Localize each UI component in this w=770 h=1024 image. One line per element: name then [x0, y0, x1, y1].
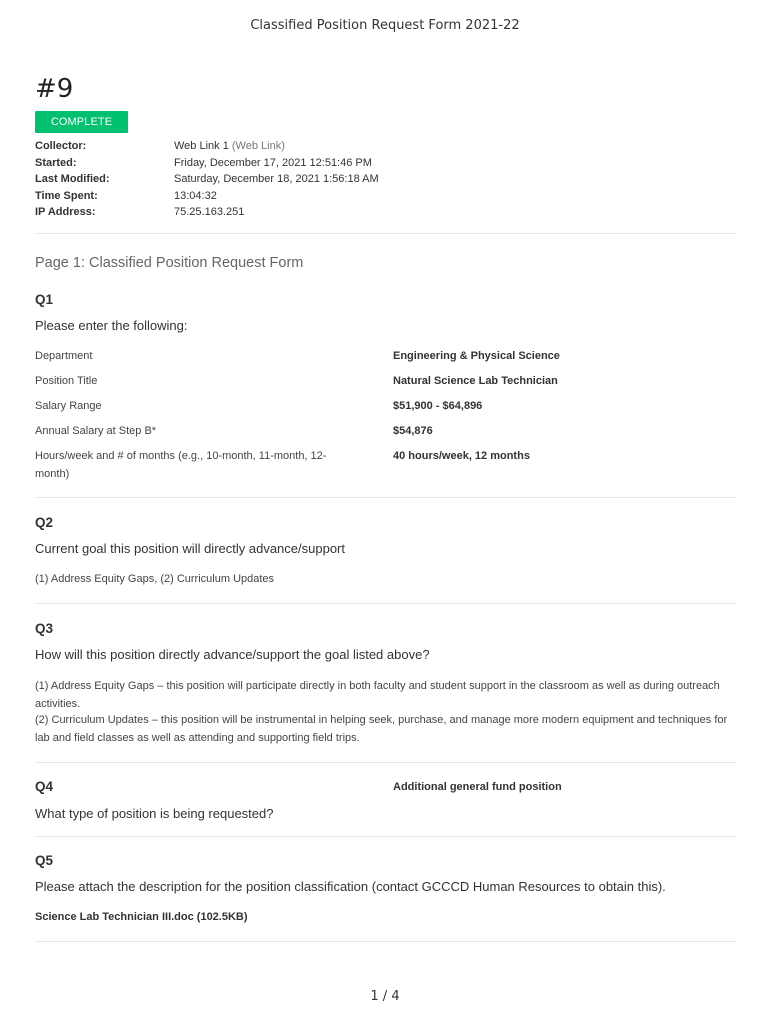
- ip-address-row: [35, 204, 379, 221]
- page-title: Page 1: Classified Position Request Form: [35, 255, 304, 271]
- divider: [35, 941, 736, 942]
- q1-row-label: Annual Salary at Step B*: [35, 425, 157, 437]
- q1-row-value: $51,900 - $64,896: [393, 400, 483, 412]
- q2-number: Q2: [35, 515, 54, 530]
- modified-value: Saturday, December 18, 2021 1:56:18 AM: [174, 173, 379, 185]
- response-number: #9: [35, 74, 74, 104]
- status-badge: COMPLETE: [35, 111, 128, 133]
- started-label: Started:: [35, 156, 77, 169]
- collector-type: (Web Link): [231, 140, 285, 152]
- q1-text: Please enter the following:: [35, 318, 188, 333]
- q4-number: Q4: [35, 779, 54, 794]
- q5-number: Q5: [35, 853, 54, 868]
- collector-value: [174, 138, 285, 155]
- time-spent-label: Time Spent:: [35, 189, 98, 202]
- q1-row-value: $54,876: [393, 425, 433, 437]
- ip-address-value: 75.25.163.251: [174, 206, 245, 218]
- response-metadata: [35, 138, 379, 221]
- time-spent-value: 13:04:32: [174, 189, 217, 202]
- q4-text: What type of position is being requested?: [35, 806, 274, 821]
- q1-number: Q1: [35, 292, 54, 307]
- document-title: Classified Position Request Form 2021-22: [250, 18, 520, 33]
- started-row: [35, 155, 379, 172]
- collector-row: [35, 138, 379, 155]
- q3-answer-2: (2) Curriculum Updates – this position will be instrumental in helping seek, purchase, and manage more modern equipment and techniques for lab and field classes as well as attending and supporting field trips.: [35, 714, 728, 744]
- divider: [35, 762, 736, 763]
- divider: [35, 497, 736, 498]
- divider: [35, 603, 736, 604]
- modified-row: [35, 171, 379, 188]
- q2-answer: (1) Address Equity Gaps, (2) Curriculum Updates: [35, 573, 275, 585]
- q1-row-label: Hours/week and # of months (e.g., 10-month, 11-month, 12-month): [35, 450, 327, 480]
- q1-row-value: Natural Science Lab Technician: [393, 375, 558, 387]
- modified-label: Last Modified:: [35, 173, 110, 185]
- q1-row-label: Department: [35, 350, 93, 362]
- collector-label: Collector:: [35, 140, 87, 152]
- q5-attachment[interactable]: Science Lab Technician III.doc (102.5KB): [35, 911, 248, 923]
- collector-name: Web Link 1: [174, 140, 229, 152]
- time-spent-row: [35, 188, 379, 205]
- q1-row-label: Salary Range: [35, 400, 102, 412]
- q1-row-label: Position Title: [35, 375, 98, 387]
- q4-answer: Additional general fund position: [393, 781, 562, 793]
- started-value: Friday, December 17, 2021 12:51:46 PM: [174, 156, 372, 169]
- q3-text: How will this position directly advance/support the goal listed above?: [35, 647, 430, 662]
- q2-text: Current goal this position will directly advance/support: [35, 541, 345, 556]
- page-number: 1 / 4: [370, 989, 400, 1004]
- q1-row-value: Engineering & Physical Science: [393, 350, 560, 362]
- divider: [35, 233, 736, 234]
- divider: [35, 836, 736, 837]
- ip-address-label: IP Address:: [35, 206, 96, 218]
- q3-number: Q3: [35, 621, 54, 636]
- q3-answer-1: (1) Address Equity Gaps – this position will participate directly in both faculty and student support in the classroom as well as during outreach activities.: [35, 680, 720, 710]
- q5-text: Please attach the description for the position classification (contact GCCCD Human Resources to obtain this).: [35, 879, 666, 894]
- q1-row-value: 40 hours/week, 12 months: [393, 450, 530, 462]
